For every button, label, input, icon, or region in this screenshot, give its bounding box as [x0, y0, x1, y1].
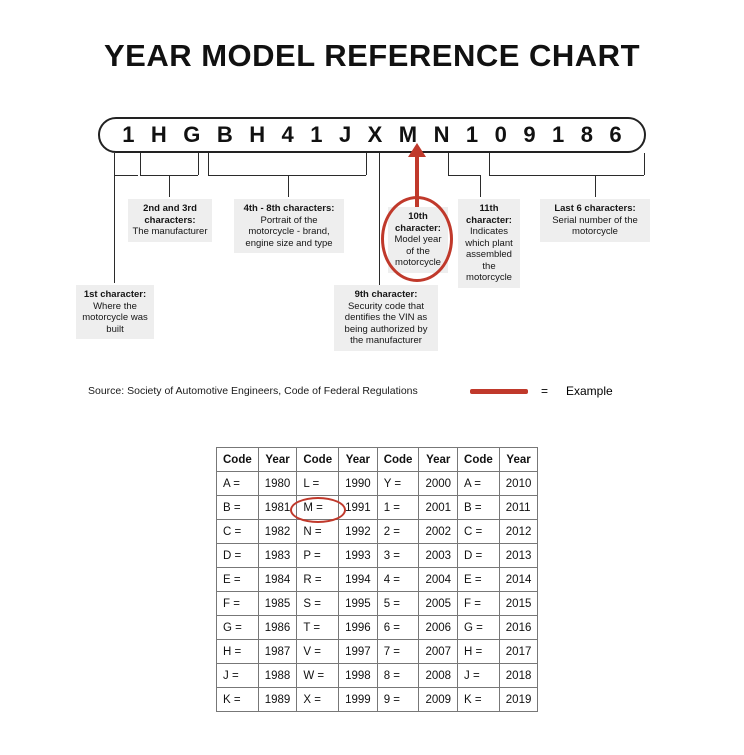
callout-body: Portrait of the motorcycle - brand, engine size and type	[245, 214, 333, 249]
year-cell: 1990	[339, 472, 378, 496]
vin-character: H	[249, 122, 266, 147]
year-cell: 2002	[419, 520, 458, 544]
year-cell: 2010	[499, 472, 538, 496]
code-cell: D =	[217, 544, 259, 568]
year-cell: 1999	[339, 688, 378, 712]
year-cell: 2018	[499, 664, 538, 688]
vin-character: 8	[580, 122, 593, 147]
year-cell: 1995	[339, 592, 378, 616]
leader-line-last6-right	[644, 153, 645, 175]
leader-line-4th-8th-left	[208, 153, 209, 175]
year-cell: 2007	[419, 640, 458, 664]
callout-body: Serial number of the motorcycle	[552, 214, 638, 237]
callout-body: Indicates which plant assembled the motorcycle	[465, 226, 513, 283]
code-cell: H =	[458, 640, 500, 664]
year-cell: 1993	[339, 544, 378, 568]
code-cell: N =	[297, 520, 339, 544]
column-header: Year	[419, 448, 458, 472]
code-cell: G =	[458, 616, 500, 640]
year-cell: 1994	[339, 568, 378, 592]
column-header: Code	[217, 448, 259, 472]
callout-10th-character	[388, 207, 448, 273]
year-cell: 1988	[258, 664, 297, 688]
code-cell: E =	[217, 568, 259, 592]
code-cell: C =	[217, 520, 259, 544]
year-cell: 2008	[419, 664, 458, 688]
callout-2nd-3rd-characters	[128, 199, 212, 242]
year-cell: 2001	[419, 496, 458, 520]
callout-heading: 9th character:	[354, 289, 418, 300]
vin-character: 9	[523, 122, 536, 147]
vin-character: B	[216, 122, 233, 147]
leader-line-first-char-drop	[114, 175, 115, 283]
vin-character: N	[433, 122, 450, 147]
leader-line-4th-8th-drop	[288, 175, 289, 197]
leader-line-2nd-3rd-drop	[169, 175, 170, 197]
callout-body: Model year of the motorcycle	[394, 234, 442, 268]
code-cell: T =	[297, 616, 339, 640]
code-cell: 9 =	[377, 688, 419, 712]
legend-example-label: Example	[566, 384, 613, 398]
code-cell: 1 =	[377, 496, 419, 520]
callout-heading: 11th character:	[466, 203, 512, 226]
vin-character: M	[398, 122, 418, 147]
leader-line-last6-left	[489, 153, 490, 175]
vin-character: 1	[552, 122, 565, 147]
table-row	[217, 616, 538, 640]
year-code-table	[216, 447, 538, 712]
year-cell: 1984	[258, 568, 297, 592]
vin-number-strip	[98, 117, 646, 153]
page-title: YEAR MODEL REFERENCE CHART	[103, 38, 641, 73]
callout-9th-character	[334, 285, 438, 351]
table-row	[217, 688, 538, 712]
year-cell: 1992	[339, 520, 378, 544]
code-cell: A =	[458, 472, 500, 496]
callout-heading: 2nd and 3rd characters:	[143, 203, 197, 226]
code-cell: 7 =	[377, 640, 419, 664]
column-header: Code	[377, 448, 419, 472]
code-cell: D =	[458, 544, 500, 568]
code-cell: F =	[217, 592, 259, 616]
code-cell: K =	[217, 688, 259, 712]
code-cell: J =	[217, 664, 259, 688]
year-cell: 2015	[499, 592, 538, 616]
leader-line-4th-8th-bracket	[208, 175, 366, 176]
year-cell: 1980	[258, 472, 297, 496]
callout-body: Security code that dentifies the VIN as being authorized by the manufacturer	[344, 300, 428, 346]
column-header: Year	[499, 448, 538, 472]
code-cell-highlighted: M =	[297, 496, 339, 520]
code-cell: Y =	[377, 472, 419, 496]
year-cell: 2003	[419, 544, 458, 568]
legend-example-bar-icon	[470, 389, 528, 394]
vin-character: G	[183, 122, 201, 147]
leader-line-2nd-3rd-right	[198, 153, 199, 175]
year-cell: 2005	[419, 592, 458, 616]
callout-heading: 4th - 8th characters:	[243, 203, 335, 214]
table-header-row	[217, 448, 538, 472]
leader-line-first-char-vertical	[114, 153, 115, 175]
leader-line-11th-left	[448, 153, 449, 175]
table-row	[217, 544, 538, 568]
column-header: Year	[339, 448, 378, 472]
callout-heading: Last 6 characters:	[554, 203, 636, 214]
code-cell: G =	[217, 616, 259, 640]
code-cell: K =	[458, 688, 500, 712]
table-row	[217, 664, 538, 688]
leader-line-11th-drop	[480, 175, 481, 197]
legend-equals-sign: =	[541, 384, 549, 398]
vin-character: 0	[494, 122, 507, 147]
table-row	[217, 496, 538, 520]
leader-line-2nd-3rd-left	[140, 153, 141, 175]
table-row	[217, 568, 538, 592]
code-cell: R =	[297, 568, 339, 592]
year-cell: 1981	[258, 496, 297, 520]
callout-1st-character	[76, 285, 154, 339]
leader-line-11th-bracket	[448, 175, 480, 176]
leader-line-9th-char	[379, 153, 380, 285]
vin-character: 4	[281, 122, 294, 147]
table-row	[217, 472, 538, 496]
code-cell: J =	[458, 664, 500, 688]
table-row	[217, 640, 538, 664]
vin-character: X	[367, 122, 383, 147]
code-cell: A =	[217, 472, 259, 496]
year-cell: 2006	[419, 616, 458, 640]
column-header: Code	[297, 448, 339, 472]
vin-character: 1	[310, 122, 323, 147]
code-cell: B =	[217, 496, 259, 520]
year-cell: 2000	[419, 472, 458, 496]
year-cell: 2009	[419, 688, 458, 712]
table-row	[217, 520, 538, 544]
code-cell: V =	[297, 640, 339, 664]
code-cell: L =	[297, 472, 339, 496]
vin-character: J	[338, 122, 352, 147]
leader-line-last6-drop	[595, 175, 596, 197]
vin-character: H	[150, 122, 167, 147]
year-cell: 1982	[258, 520, 297, 544]
table-row	[217, 592, 538, 616]
code-cell: B =	[458, 496, 500, 520]
source-note: Source: Society of Automotive Engineers, Code of Federal Regulations	[88, 385, 418, 397]
vin-character: 1	[465, 122, 479, 147]
callout-body: Where the motorcycle was built	[82, 300, 148, 335]
year-cell: 2012	[499, 520, 538, 544]
year-cell: 2017	[499, 640, 538, 664]
code-cell: P =	[297, 544, 339, 568]
leader-line-last6-bracket	[489, 175, 644, 176]
year-cell: 1996	[339, 616, 378, 640]
code-cell: E =	[458, 568, 500, 592]
red-arrow-line-icon	[415, 155, 419, 207]
code-cell: 8 =	[377, 664, 419, 688]
column-header: Year	[258, 448, 297, 472]
year-cell: 1998	[339, 664, 378, 688]
callout-heading: 10th character:	[395, 211, 441, 234]
callout-body: The manufacturer	[132, 226, 208, 237]
code-cell: C =	[458, 520, 500, 544]
year-cell: 2011	[499, 496, 538, 520]
year-cell-highlighted: 1991	[339, 496, 378, 520]
code-cell: 2 =	[377, 520, 419, 544]
code-cell: H =	[217, 640, 259, 664]
year-cell: 1985	[258, 592, 297, 616]
year-cell: 1987	[258, 640, 297, 664]
year-cell: 2004	[419, 568, 458, 592]
code-cell: 6 =	[377, 616, 419, 640]
column-header: Code	[458, 448, 500, 472]
callout-11th-character	[458, 199, 520, 288]
callout-heading: 1st character:	[83, 289, 147, 300]
leader-line-first-char-horizontal	[114, 175, 138, 176]
vin-character: 1	[122, 122, 135, 147]
code-cell: W =	[297, 664, 339, 688]
year-cell: 2016	[499, 616, 538, 640]
year-cell: 2014	[499, 568, 538, 592]
code-cell: 5 =	[377, 592, 419, 616]
year-cell: 1997	[339, 640, 378, 664]
callout-last-6-characters	[540, 199, 650, 242]
year-cell: 1989	[258, 688, 297, 712]
year-cell: 1986	[258, 616, 297, 640]
code-cell: 4 =	[377, 568, 419, 592]
code-cell: X =	[297, 688, 339, 712]
callout-4th-8th-characters	[234, 199, 344, 253]
vin-character: 6	[609, 122, 622, 147]
leader-line-4th-8th-right	[366, 153, 367, 175]
year-cell: 1983	[258, 544, 297, 568]
code-cell: F =	[458, 592, 500, 616]
code-cell: 3 =	[377, 544, 419, 568]
year-cell: 2013	[499, 544, 538, 568]
code-cell: S =	[297, 592, 339, 616]
year-cell: 2019	[499, 688, 538, 712]
